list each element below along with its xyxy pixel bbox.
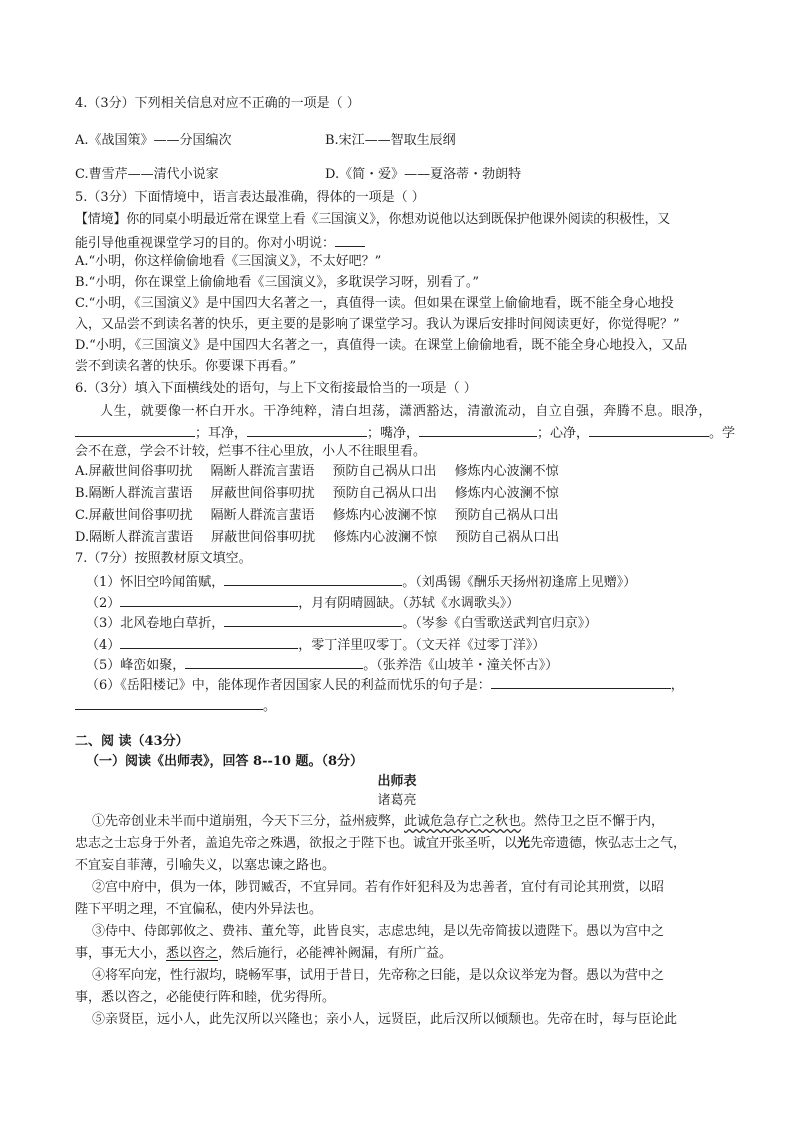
q7-blank-6a bbox=[491, 676, 671, 689]
q5-option-d-line2: 尝不到读名著的快乐。你要课下再看。” bbox=[75, 359, 297, 374]
q4-option-d: D.《简・爱》——夏洛蒂・勃朗特 bbox=[325, 167, 522, 182]
q6-text-continue: 。学 bbox=[709, 426, 736, 441]
q5-answer-blank bbox=[335, 234, 365, 247]
wavy-underlined-phrase: 此诚危急存亡之秋也 bbox=[404, 814, 522, 829]
q6-option-a: A.屏蔽世间俗事叨扰 隔断人群流言蜚语 预防自己祸从口出 修炼内心波澜不惊 bbox=[75, 464, 559, 479]
q7-item-5: （5）峰峦如聚， 。（张养浩《山坡羊・潼关怀古》） bbox=[86, 658, 559, 673]
q6-option-d: D.隔断人群流言蜚语 屏蔽世间俗事叨扰 修炼内心波澜不惊 预防自己祸从口出 bbox=[75, 530, 560, 545]
passage-author: 诸葛亮 bbox=[377, 793, 417, 808]
passage-p5-line1: ⑤亲贤臣，远小人，此先汉所以兴隆也；亲小人，远贤臣，此后汉所以倾颓也。先帝在时，每与臣论此 bbox=[92, 1012, 678, 1027]
passage-title: 出师表 bbox=[377, 774, 417, 789]
q6-text-ear: ；耳净， bbox=[195, 426, 248, 441]
q4-option-a: A.《战国策》——分国编次 bbox=[75, 133, 232, 148]
q7-blank-1 bbox=[224, 573, 402, 586]
q5-option-d-line1: D.“小明，《三国演义》是中国四大名著之一，真值得一读。在课堂上偷偷地看，既不能全身心地投入，又品 bbox=[75, 338, 688, 353]
q5-option-c-line1: C.“小明，《三国演义》是中国四大名著之一，真值得一读。但如果在课堂上偷偷地看，既不能全身心地投 bbox=[75, 296, 674, 311]
q7-item-1: （1）怀旧空吟闻笛赋， 。（刘禹锡《酬乐天扬州初逢席上见赠》） bbox=[86, 575, 637, 590]
passage-p4-line2: 事，悉以咨之，必能使行阵和睦，优劣得所。 bbox=[75, 990, 336, 1005]
dotted-character: 光 bbox=[517, 836, 531, 851]
reading-subheading: （一）阅读《出师表》，回答 8--10 题。（8分） bbox=[86, 754, 364, 769]
q5-context-line1: 【情境】你的同桌小明最近常在课堂上看《三国演义》，你想劝说他以达到既保护他课外阅读的积极性，又 bbox=[75, 212, 671, 227]
q5-option-c-line2: 入，又品尝不到读名著的快乐，更主要的是影响了课堂学习。我认为课后安排时间阅读更好，你觉得呢？” bbox=[75, 317, 680, 332]
underlined-phrase: 悉以咨之 bbox=[166, 946, 219, 961]
q5-stem: 5.（3分）下面情境中，语言表达最准确，得体的一项是（ ） bbox=[75, 190, 425, 205]
q6-passage-line3: 会不在意，学会不计较，烂事不往心里放，小人不往眼里看。 bbox=[75, 444, 427, 459]
passage-p4-line1: ④将军向宠，性行淑均，晓畅军事，试用于昔日，先帝称之曰能，是以众议举宠为督。愚以为营中之 bbox=[92, 968, 665, 983]
q6-blank-1 bbox=[75, 424, 195, 437]
passage-p2-line1: ②宫中府中，俱为一体，陟罚臧否，不宜异同。若有作奸犯科及为忠善者，宜付有司论其刑赏，以昭 bbox=[92, 880, 665, 895]
passage-p1-line1: ①先帝创业未半而中道崩殂，今天下三分，益州疲弊，此诚危急存亡之秋也。然侍卫之臣不懈于内， bbox=[92, 814, 665, 829]
q7-stem: 7.（7分）按照教材原文填空。 bbox=[75, 551, 252, 566]
q5-option-a: A.“小明，你这样偷偷地看《三国演义》，不太好吧？” bbox=[75, 254, 382, 269]
q6-passage-line2 bbox=[75, 424, 735, 442]
q7-item-3: （3）北风卷地白草折， 。（岑参《白雪歌送武判官归京》） bbox=[86, 616, 598, 631]
q7-blank-3 bbox=[224, 614, 402, 627]
q7-item-6-cont: 。 bbox=[75, 697, 276, 715]
q4-stem: 4.（3分）下列相关信息对应不正确的一项是（ ） bbox=[75, 96, 360, 111]
q7-item-6: （6）《岳阳楼记》中，能体现作者因国家人民的利益而忧乐的句子是： ， bbox=[86, 678, 684, 693]
q6-text-heart: ；心净， bbox=[537, 426, 590, 441]
passage-p1-line2: 忠志之士忘身于外者，盖追先帝之殊遇，欲报之于陛下也。诚宜开张圣听，以光先帝遗德，恢弘志士之气， bbox=[75, 836, 687, 851]
q4-option-b: B.宋江——智取生辰纲 bbox=[325, 133, 456, 148]
q7-item-4: （4） ，零丁洋里叹零丁。（文天祥《过零丁洋》） bbox=[86, 638, 546, 653]
q6-blank-4 bbox=[589, 424, 709, 437]
q6-blank-3 bbox=[419, 424, 537, 437]
q7-blank-4 bbox=[120, 636, 298, 649]
q5-context-line2 bbox=[75, 234, 365, 252]
section-heading-reading: 二、阅 读（43分） bbox=[75, 734, 189, 749]
q5-option-b: B.“小明，你在课堂上偷偷地看《三国演义》，多耽误学习呀，别看了。” bbox=[75, 275, 479, 290]
q6-text-mouth: ；嘴净， bbox=[367, 426, 420, 441]
q7-blank-2 bbox=[120, 594, 298, 607]
q6-blank-2 bbox=[247, 424, 367, 437]
passage-p3-line2: 事，事无大小，悉以咨之，然后施行，必能裨补阙漏，有所广益。 bbox=[75, 946, 453, 961]
q7-item-2: （2） ，月有阴晴圆缺。（苏轼《水调歌头》） bbox=[86, 596, 520, 611]
q4-option-c: C.曹雪芹——清代小说家 bbox=[75, 167, 219, 182]
q6-option-c: C.屏蔽世间俗事叨扰 隔断人群流言蜚语 修炼内心波澜不惊 预防自己祸从口出 bbox=[75, 508, 559, 523]
q6-passage-line1: 人生，就要像一杯白开水。干净纯粹，清白坦荡，潇洒豁达，清澈流动，自立自强，奔腾不息。眼净， bbox=[100, 404, 713, 419]
passage-p3-line1: ③侍中、侍郎郭攸之、费祎、董允等，此皆良实，志虑忠纯，是以先帝简拔以遗陛下。愚以为宫中之 bbox=[92, 924, 665, 939]
passage-p2-line2: 陛下平明之理，不宜偏私，使内外异法也。 bbox=[75, 902, 323, 917]
q5-context-text: 能引导他重视课堂学习的目的。你对小明说： bbox=[75, 236, 336, 251]
q7-blank-6b bbox=[75, 697, 263, 710]
q6-option-b: B.隔断人群流言蜚语 屏蔽世间俗事叨扰 预防自己祸从口出 修炼内心波澜不惊 bbox=[75, 486, 559, 501]
q7-blank-5 bbox=[185, 656, 363, 669]
q6-stem: 6.（3分）填入下面横线处的语句，与上下文衔接最恰当的一项是（ ） bbox=[75, 381, 477, 396]
passage-p1-line3: 不宜妄自菲薄，引喻失义，以塞忠谏之路也。 bbox=[75, 858, 336, 873]
